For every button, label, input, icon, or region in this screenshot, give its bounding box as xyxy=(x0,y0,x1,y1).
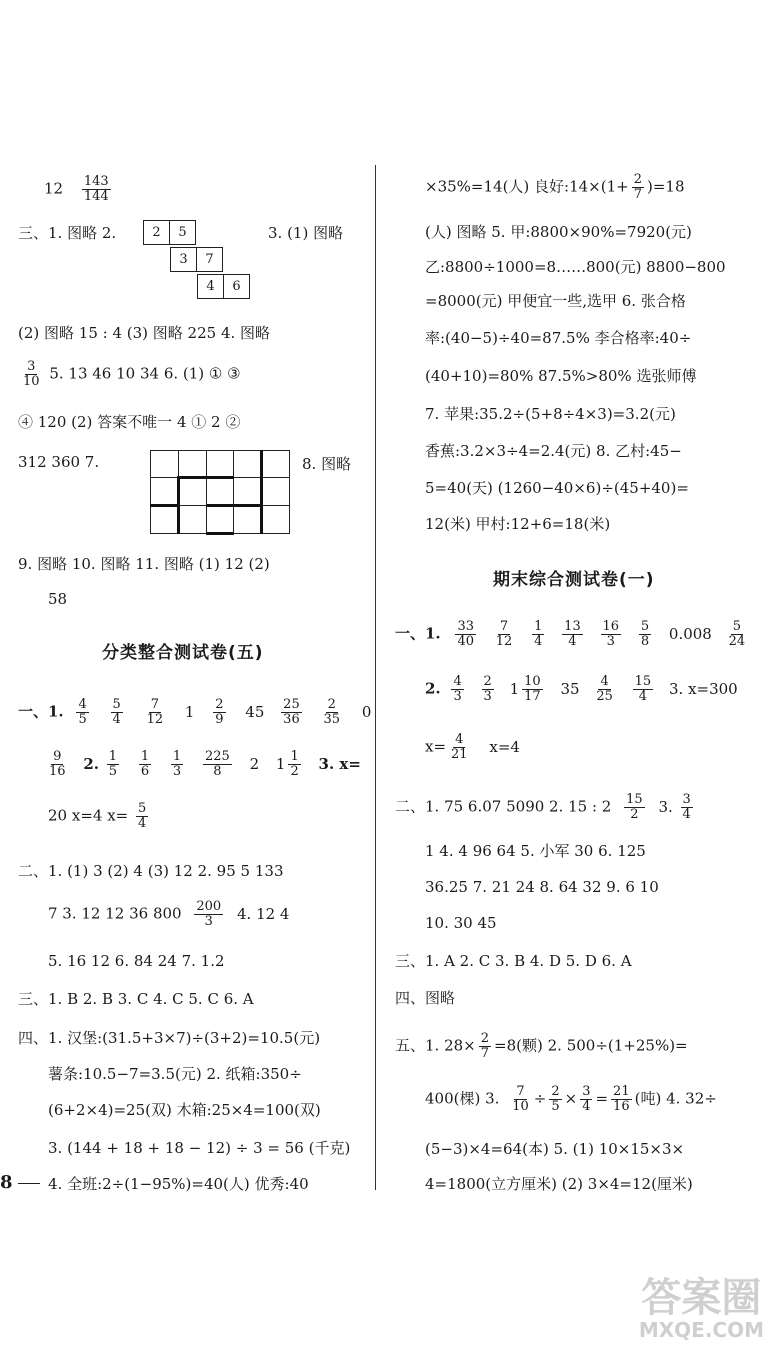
fraction: $\frac{10}{17}$ xyxy=(524,674,541,704)
answer-line: 1 4. 4 96 64 5. 小军 30 6. 125 xyxy=(425,842,646,860)
answer-line: 四、1. 汉堡:(31.5+3×7)÷(3+2)=10.5(元) xyxy=(18,1029,321,1047)
fraction: $\frac{200}{3}$ xyxy=(196,899,222,929)
fraction: $\frac{5}{4}$ xyxy=(138,801,147,831)
fraction: $\frac{3}{10}$ xyxy=(23,359,40,389)
answer-line: 4. 全班:2÷(1−95%)=40(人) 优秀:40 xyxy=(48,1175,309,1193)
answer-line: =8000(元) 甲便宜一些,选甲 6. 张合格 xyxy=(425,292,686,310)
fraction: $\frac{5}{8}$ xyxy=(640,619,650,649)
answer-line: 5=40(天) (1260−40×6)÷(45+40)= xyxy=(425,479,689,497)
answer-line: 五、1. 28× $\frac{2}{7}$ =8(颗) 2. 500÷(1+25%)= xyxy=(395,1031,688,1061)
page-number-rule xyxy=(18,1183,40,1184)
fraction: $\frac{4}{21}$ xyxy=(451,732,468,762)
fraction: $\frac{9}{16}$ xyxy=(49,749,66,779)
fraction: $\frac{21}{16}$ xyxy=(613,1084,630,1114)
fraction: $\frac{4}{5}$ xyxy=(78,697,87,727)
answer-line: 香蕉:3.2×3÷4=2.4(元) 8. 乙村:45− xyxy=(425,442,682,460)
answer-line: (2) 图略 15 : 4 (3) 图略 225 4. 图略 xyxy=(18,324,271,342)
answer-line: 400(棵) 3. $\frac{7}{10}$ ÷ $\frac{2}{5}$ × $\frac{3}{4}$ = $\frac{21}{16}$ (吨) 4. 32÷ xyxy=(425,1084,717,1114)
fraction: $\frac{5}{4}$ xyxy=(112,697,121,727)
answer-line: 5. 16 12 6. 84 24 7. 1.2 xyxy=(48,952,225,970)
answer-line: 四、图略 xyxy=(395,989,456,1007)
answer-line: $\frac{9}{16}$ 2. $\frac{1}{5}$ $\frac{1}{6}$ $\frac{1}{3}$ $\frac{225}{8}$ 2 1 $\frac{1}{2}$ 3. x= xyxy=(49,749,361,779)
section-title: 分类整合测试卷(五) xyxy=(102,643,264,663)
answer-line: 率:(40−5)÷40=87.5% 李合格率:40÷ xyxy=(425,329,692,347)
fraction: $\frac{2}{35}$ xyxy=(323,697,341,727)
answer-line: 4=1800(立方厘米) (2) 3×4=12(厘米) xyxy=(425,1175,693,1193)
answer-line: 12(米) 甲村:12+6=18(米) xyxy=(425,515,611,533)
section-title: 期末综合测试卷(一) xyxy=(493,570,655,590)
answer-line: 薯条:10.5−7=3.5(元) 2. 纸箱:350÷ xyxy=(48,1065,302,1083)
answer-line: ×35%=14(人) 良好:14×(1+ $\frac{2}{7}$ )=18 xyxy=(425,172,685,202)
fraction: $\frac{1}{3}$ xyxy=(172,749,182,779)
answer-line: 20 x=4 x= $\frac{5}{4}$ xyxy=(48,801,147,831)
fraction: $\frac{1}{4}$ xyxy=(534,619,543,649)
answer-text: 12 xyxy=(44,179,64,198)
answer-line: 二、1. (1) 3 (2) 4 (3) 12 2. 95 5 133 xyxy=(18,862,284,880)
fraction: $\frac{16}{3}$ xyxy=(602,619,620,649)
answer-line: 10. 30 45 xyxy=(425,914,497,932)
watermark-logo: 答案圈 MXQE.COM xyxy=(638,1275,764,1342)
fraction: $\frac{7}{12}$ xyxy=(495,619,513,649)
number-grid: 2 5 xyxy=(143,220,246,245)
answer-line: 3. (1) 图略 xyxy=(268,224,344,242)
fraction: $\frac{2}{9}$ xyxy=(215,697,224,727)
answer-line: 二、1. 75 6.07 5090 2. 15 : 2 $\frac{15}{2}$ 3. $\frac{3}{4}$ xyxy=(395,792,691,822)
answer-line xyxy=(44,175,114,204)
answer-line: ④ 120 (2) 答案不唯一 4 ① 2 ② xyxy=(18,413,241,431)
number-grid: 3 7 xyxy=(170,247,223,272)
fraction: $\frac{33}{40}$ xyxy=(457,619,474,649)
answer-line: (5−3)×4=64(本) 5. (1) 10×15×3× xyxy=(425,1140,685,1158)
answer-line: 三、1. A 2. C 3. B 4. D 5. D 6. A xyxy=(395,952,632,970)
fraction: $\frac{4}{25}$ xyxy=(596,674,613,704)
fraction: $\frac{13}{4}$ xyxy=(564,619,581,649)
fraction: $\frac{1}{6}$ xyxy=(140,749,150,779)
answer-line: 2. $\frac{4}{3}$ $\frac{2}{3}$ 1 $\frac{10}{17}$ 35 $\frac{4}{25}$ $\frac{15}{4}$ 3. x=300 xyxy=(425,674,738,704)
answer-line: x= $\frac{4}{21}$ x=4 xyxy=(425,732,520,762)
fraction: $\frac{7}{12}$ xyxy=(146,697,164,727)
answer-line: 三、1. B 2. B 3. C 4. C 5. C 6. A xyxy=(18,990,254,1008)
answer-line: 三、1. 图略 2. xyxy=(18,224,117,242)
drawing-grid xyxy=(150,450,290,535)
answer-line: 58 xyxy=(48,590,68,608)
fraction: $\frac{3}{4}$ xyxy=(682,792,691,822)
fraction: $\frac{1}{2}$ xyxy=(290,749,299,779)
answer-line: 8. 图略 xyxy=(302,455,352,473)
answer-line: 乙:8800÷1000=8……800(元) 8800−800 xyxy=(425,258,726,276)
fraction: $\frac{2}{7}$ xyxy=(633,172,642,202)
fraction: $\frac{2}{7}$ xyxy=(480,1031,490,1061)
fraction: $\frac{143}{144}$ xyxy=(83,174,109,204)
page-number: 8 xyxy=(0,1172,13,1193)
fraction: $\frac{15}{2}$ xyxy=(626,792,643,822)
fraction: $\frac{15}{4}$ xyxy=(634,674,652,704)
fraction: $\frac{3}{4}$ xyxy=(582,1084,591,1114)
fraction: $\frac{225}{8}$ xyxy=(204,749,230,779)
answer-line: 312 360 7. xyxy=(18,453,100,471)
answer-line: 36.25 7. 21 24 8. 64 32 9. 6 10 xyxy=(425,878,659,896)
fraction: $\frac{4}{3}$ xyxy=(453,674,462,704)
answer-line: 7 3. 12 12 36 800 $\frac{200}{3}$ 4. 12 4 xyxy=(48,899,290,929)
fraction: $\frac{2}{3}$ xyxy=(483,674,492,704)
answer-line: $\frac{3}{10}$ 5. 13 46 10 34 6. (1) ① ③ xyxy=(23,359,241,389)
answer-line: (6+2×4)=25(双) 木箱:25×4=100(双) xyxy=(48,1101,321,1119)
fraction: $\frac{2}{5}$ xyxy=(551,1084,560,1114)
answer-line: (40+10)=80% 87.5%>80% 选张师傅 xyxy=(425,367,697,385)
column-divider xyxy=(375,165,376,1190)
number-grid: 4 6 xyxy=(197,274,250,299)
answer-line: 一、1. $\frac{4}{5}$ $\frac{5}{4}$ $\frac{7}{12}$ 1 $\frac{2}{9}$ 45 $\frac{25}{36}$ $\frac{2}{35}$ 0 xyxy=(18,697,372,727)
answer-line: (人) 图略 5. 甲:8800×90%=7920(元) xyxy=(425,223,692,241)
answer-line: 7. 苹果:35.2÷(5+8÷4×3)=3.2(元) xyxy=(425,405,676,423)
answer-line: 9. 图略 10. 图略 11. 图略 (1) 12 (2) xyxy=(18,555,270,573)
answer-line: 一、1. $\frac{33}{40}$ $\frac{7}{12}$ $\frac{1}{4}$ $\frac{13}{4}$ $\frac{16}{3}$ $\frac{5}{8}$ 0.008 $\frac{5}{24}$ xyxy=(395,619,746,649)
fraction: $\frac{7}{10}$ xyxy=(512,1084,529,1114)
fraction: $\frac{5}{24}$ xyxy=(728,619,746,649)
fraction: $\frac{1}{5}$ xyxy=(108,749,118,779)
answer-line: 3. (144 + 18 + 18 − 12) ÷ 3 = 56 (千克) xyxy=(48,1139,351,1157)
fraction: $\frac{25}{36}$ xyxy=(283,697,300,727)
